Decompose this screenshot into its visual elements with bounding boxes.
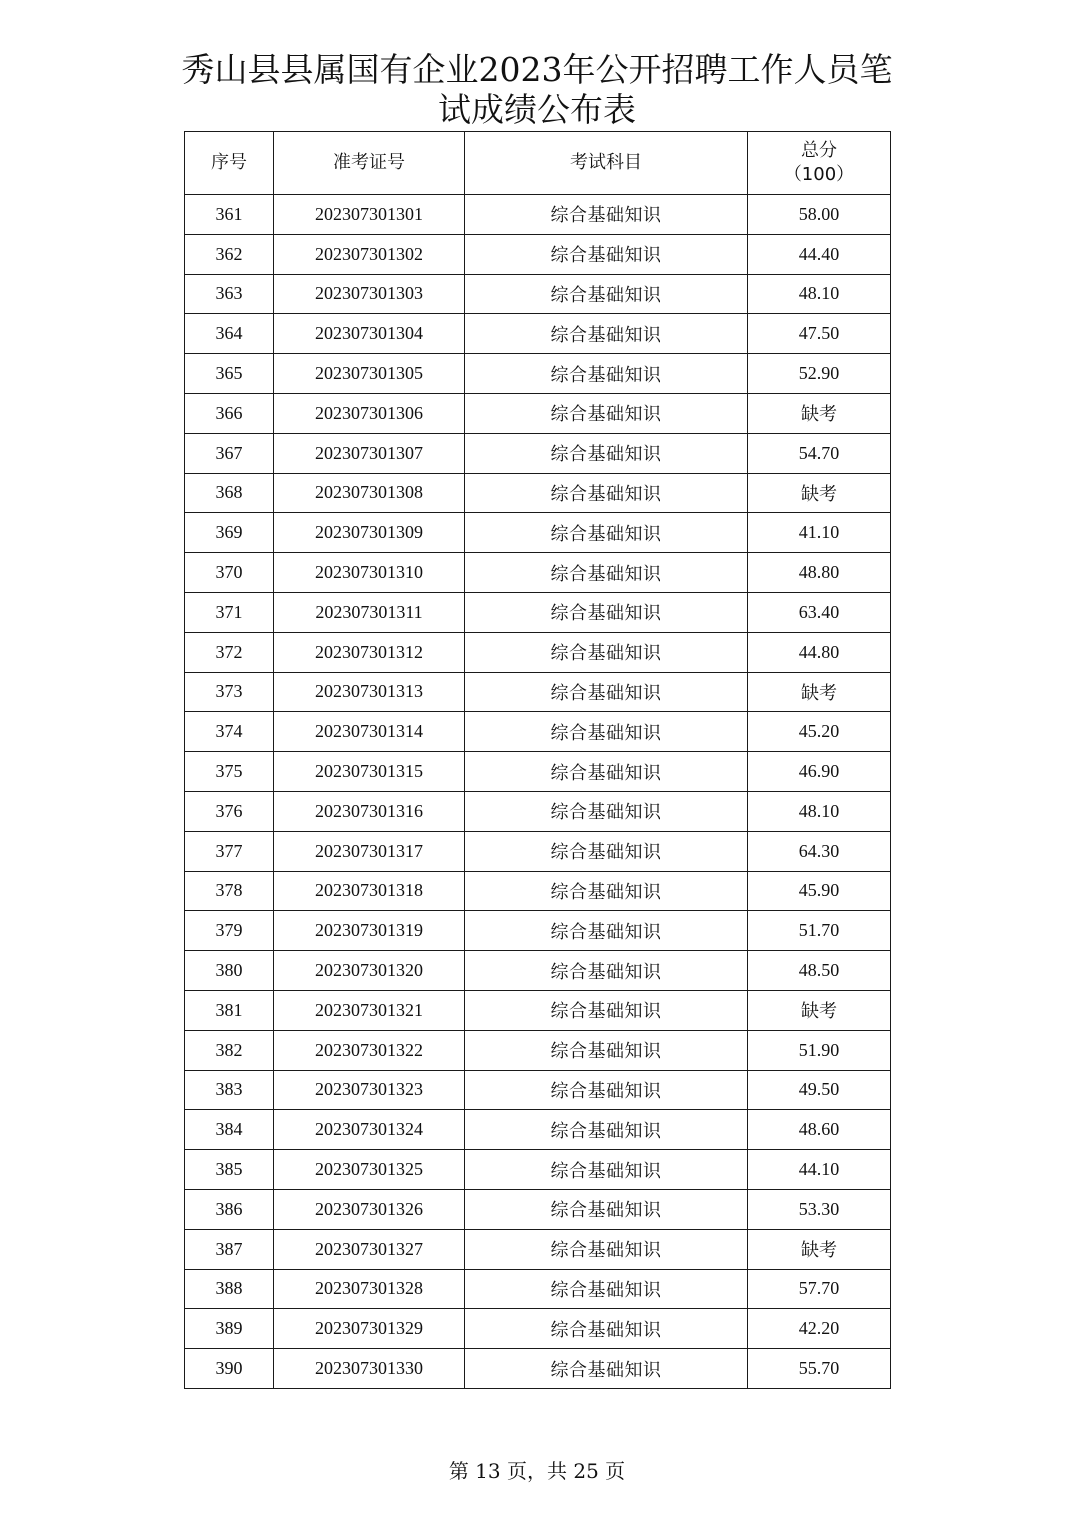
cell-subject: 综合基础知识 [465,1030,748,1070]
table-row [185,274,891,314]
cell-ticket-number: 202307301306 [274,393,465,433]
score-table-container [184,131,890,1389]
cell-seq: 380 [185,951,274,991]
cell-subject: 综合基础知识 [465,911,748,951]
cell-ticket-number: 202307301330 [274,1349,465,1389]
cell-score: 44.40 [748,234,891,274]
table-row [185,314,891,354]
cell-ticket-number: 202307301323 [274,1070,465,1110]
cell-score: 45.90 [748,871,891,911]
cell-subject: 综合基础知识 [465,1110,748,1150]
cell-seq: 384 [185,1110,274,1150]
table-row [185,234,891,274]
header-score-label: 总分 [801,140,837,161]
cell-ticket-number: 202307301325 [274,1150,465,1190]
page-title [0,50,1074,130]
cell-ticket-number: 202307301322 [274,1030,465,1070]
cell-score: 51.70 [748,911,891,951]
table-row [185,1349,891,1389]
cell-score: 45.20 [748,712,891,752]
cell-ticket-number: 202307301309 [274,513,465,553]
cell-seq: 385 [185,1150,274,1190]
cell-subject: 综合基础知识 [465,1349,748,1389]
cell-seq: 377 [185,831,274,871]
cell-ticket-number: 202307301305 [274,354,465,394]
cell-seq: 369 [185,513,274,553]
cell-score: 63.40 [748,592,891,632]
page-title-line-1: 秀山县县属国有企业2023年公开招聘工作人员笔 [181,50,893,89]
table-row [185,752,891,792]
cell-seq: 381 [185,990,274,1030]
table-row [185,473,891,513]
cell-score: 缺考 [748,990,891,1030]
cell-ticket-number: 202307301328 [274,1269,465,1309]
cell-score: 41.10 [748,513,891,553]
cell-seq: 373 [185,672,274,712]
header-score [748,132,891,195]
header-seq: 序号 [185,132,274,195]
cell-subject: 综合基础知识 [465,1150,748,1190]
cell-subject: 综合基础知识 [465,354,748,394]
cell-score: 55.70 [748,1349,891,1389]
cell-seq: 364 [185,314,274,354]
table-row [185,791,891,831]
table-row [185,951,891,991]
header-score-max: （100） [783,164,855,185]
cell-seq: 371 [185,592,274,632]
cell-ticket-number: 202307301311 [274,592,465,632]
cell-seq: 378 [185,871,274,911]
cell-seq: 390 [185,1349,274,1389]
cell-seq: 372 [185,632,274,672]
table-row [185,1269,891,1309]
cell-seq: 361 [185,195,274,235]
table-row [185,1229,891,1269]
cell-score: 缺考 [748,1229,891,1269]
cell-score: 48.50 [748,951,891,991]
cell-score: 缺考 [748,473,891,513]
cell-ticket-number: 202307301320 [274,951,465,991]
cell-subject: 综合基础知识 [465,234,748,274]
table-row [185,831,891,871]
page-title-line-2: 试成绩公布表 [438,90,636,129]
cell-ticket-number: 202307301314 [274,712,465,752]
cell-ticket-number: 202307301310 [274,553,465,593]
cell-subject: 综合基础知识 [465,990,748,1030]
cell-seq: 382 [185,1030,274,1070]
cell-seq: 374 [185,712,274,752]
table-row [185,1309,891,1349]
table-row [185,195,891,235]
cell-ticket-number: 202307301321 [274,990,465,1030]
page-footer: 第 13 页，共 25 页 [448,1459,626,1483]
cell-score: 47.50 [748,314,891,354]
cell-score: 缺考 [748,672,891,712]
cell-ticket-number: 202307301319 [274,911,465,951]
cell-subject: 综合基础知识 [465,831,748,871]
cell-ticket-number: 202307301304 [274,314,465,354]
cell-ticket-number: 202307301318 [274,871,465,911]
score-table [184,131,891,1389]
cell-ticket-number: 202307301327 [274,1229,465,1269]
cell-subject: 综合基础知识 [465,592,748,632]
cell-subject: 综合基础知识 [465,1269,748,1309]
cell-score: 48.80 [748,553,891,593]
cell-ticket-number: 202307301302 [274,234,465,274]
cell-ticket-number: 202307301312 [274,632,465,672]
table-row [185,393,891,433]
cell-subject: 综合基础知识 [465,314,748,354]
cell-subject: 综合基础知识 [465,1309,748,1349]
cell-seq: 366 [185,393,274,433]
table-row [185,712,891,752]
table-row [185,1150,891,1190]
cell-ticket-number: 202307301317 [274,831,465,871]
cell-ticket-number: 202307301329 [274,1309,465,1349]
cell-seq: 379 [185,911,274,951]
cell-subject: 综合基础知识 [465,632,748,672]
cell-subject: 综合基础知识 [465,195,748,235]
table-row [185,1030,891,1070]
table-row [185,871,891,911]
cell-score: 46.90 [748,752,891,792]
table-row [185,632,891,672]
cell-seq: 375 [185,752,274,792]
cell-score: 54.70 [748,433,891,473]
table-row [185,553,891,593]
cell-ticket-number: 202307301308 [274,473,465,513]
table-row [185,433,891,473]
cell-seq: 388 [185,1269,274,1309]
cell-subject: 综合基础知识 [465,871,748,911]
cell-ticket-number: 202307301326 [274,1189,465,1229]
cell-score: 58.00 [748,195,891,235]
cell-seq: 387 [185,1229,274,1269]
table-row [185,672,891,712]
cell-subject: 综合基础知识 [465,1229,748,1269]
cell-subject: 综合基础知识 [465,553,748,593]
cell-ticket-number: 202307301324 [274,1110,465,1150]
cell-score: 42.20 [748,1309,891,1349]
cell-score: 44.10 [748,1150,891,1190]
header-ticket-number: 准考证号 [274,132,465,195]
table-row [185,513,891,553]
cell-seq: 383 [185,1070,274,1110]
cell-score: 48.10 [748,791,891,831]
cell-ticket-number: 202307301313 [274,672,465,712]
cell-score: 64.30 [748,831,891,871]
table-header-row [185,132,891,195]
cell-subject: 综合基础知识 [465,951,748,991]
cell-ticket-number: 202307301315 [274,752,465,792]
cell-seq: 362 [185,234,274,274]
cell-score: 49.50 [748,1070,891,1110]
cell-score: 44.80 [748,632,891,672]
cell-seq: 368 [185,473,274,513]
cell-ticket-number: 202307301303 [274,274,465,314]
cell-ticket-number: 202307301307 [274,433,465,473]
table-row [185,354,891,394]
cell-subject: 综合基础知识 [465,672,748,712]
cell-seq: 365 [185,354,274,394]
cell-score: 51.90 [748,1030,891,1070]
table-row [185,592,891,632]
cell-score: 53.30 [748,1189,891,1229]
cell-subject: 综合基础知识 [465,274,748,314]
header-subject: 考试科目 [465,132,748,195]
table-row [185,990,891,1030]
cell-seq: 363 [185,274,274,314]
cell-seq: 389 [185,1309,274,1349]
cell-seq: 386 [185,1189,274,1229]
cell-subject: 综合基础知识 [465,712,748,752]
cell-subject: 综合基础知识 [465,1189,748,1229]
cell-subject: 综合基础知识 [465,433,748,473]
cell-score: 48.10 [748,274,891,314]
cell-subject: 综合基础知识 [465,752,748,792]
table-row [185,1110,891,1150]
cell-subject: 综合基础知识 [465,513,748,553]
table-body [185,195,891,1389]
cell-score: 57.70 [748,1269,891,1309]
table-row [185,1189,891,1229]
table-row [185,1070,891,1110]
cell-subject: 综合基础知识 [465,1070,748,1110]
cell-score: 48.60 [748,1110,891,1150]
cell-seq: 370 [185,553,274,593]
cell-subject: 综合基础知识 [465,473,748,513]
cell-subject: 综合基础知识 [465,393,748,433]
cell-ticket-number: 202307301301 [274,195,465,235]
cell-seq: 367 [185,433,274,473]
cell-subject: 综合基础知识 [465,791,748,831]
table-row [185,911,891,951]
cell-seq: 376 [185,791,274,831]
cell-ticket-number: 202307301316 [274,791,465,831]
cell-score: 52.90 [748,354,891,394]
cell-score: 缺考 [748,393,891,433]
